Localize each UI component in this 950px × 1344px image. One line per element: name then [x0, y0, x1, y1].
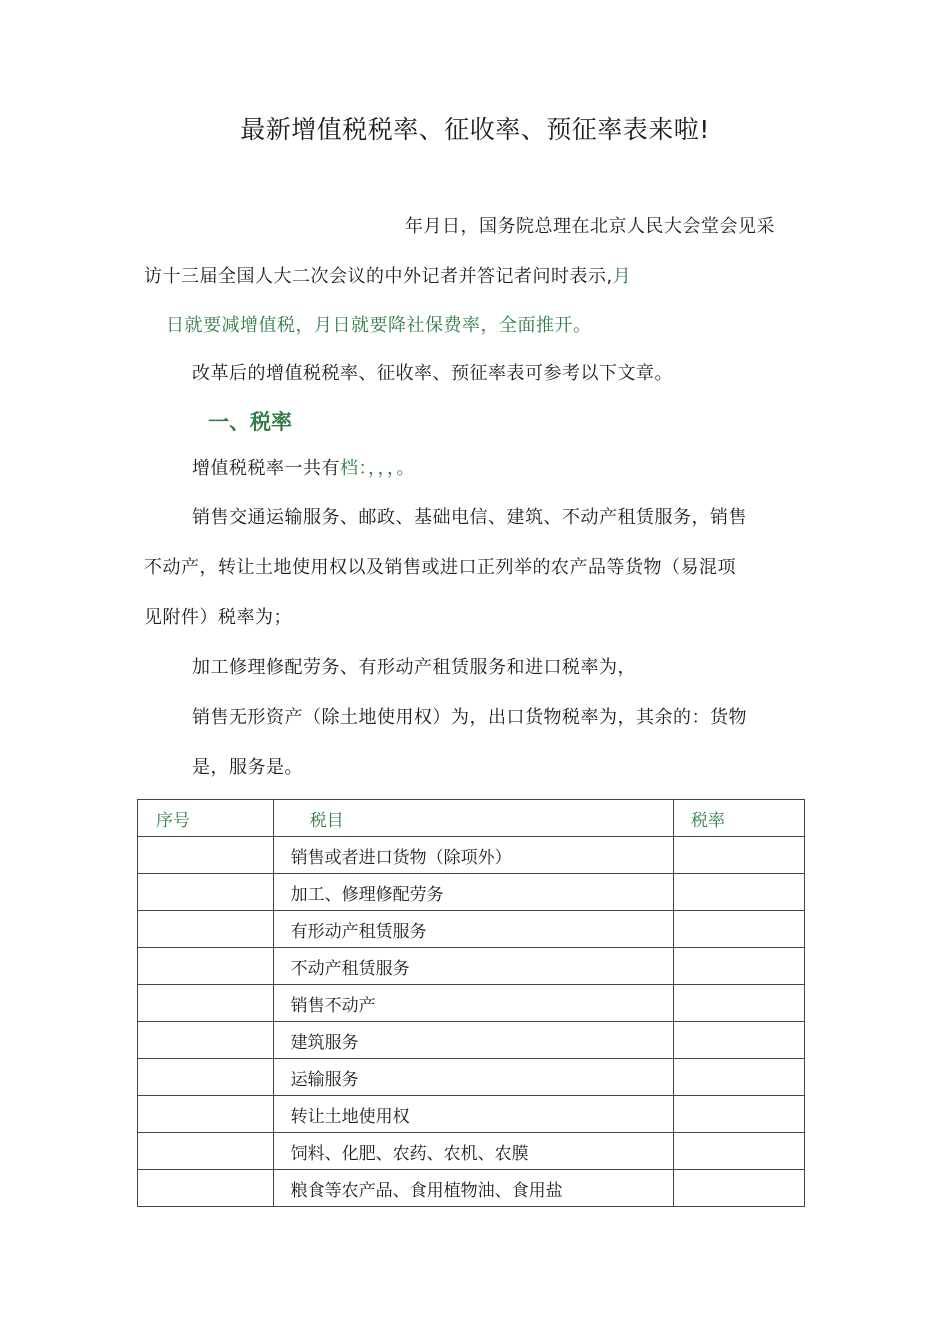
row-index	[138, 1096, 274, 1133]
row-index	[138, 1170, 274, 1207]
paragraph-3-line-1: 销售无形资产（除土地使用权）为，出口货物税率为，其余的：货物	[192, 707, 747, 728]
paragraph-1-line-3: 见附件）税率为；	[144, 607, 292, 628]
rates-count-text: 增值税税率一共有	[192, 458, 340, 479]
table-row	[138, 1133, 805, 1170]
row-item: 销售或者进口货物（除项外）	[273, 837, 673, 874]
row-rate	[673, 948, 804, 985]
header-rate: 税率	[673, 800, 804, 837]
row-item: 销售不动产	[273, 985, 673, 1022]
table-row	[138, 837, 805, 874]
intro-line-2-text: 访十三届全国人大二次会议的中外记者并答记者问时表示,	[144, 266, 613, 287]
paragraph-3-line-2: 是，服务是。	[192, 757, 303, 778]
row-item: 转让土地使用权	[273, 1096, 673, 1133]
intro-line-4: 改革后的增值税税率、征收率、预征率表可参考以下文章。	[192, 363, 673, 384]
row-index	[138, 837, 274, 874]
row-index	[138, 1022, 274, 1059]
paragraph-2-line-1: 加工修理修配劳务、有形动产租赁服务和进口税率为，	[192, 657, 636, 678]
row-index	[138, 911, 274, 948]
row-rate	[673, 1059, 804, 1096]
table-row	[138, 1096, 805, 1133]
rates-count-green: 档：，，，。	[340, 458, 415, 479]
document-title: 最新增值税税率、征收率、预征率表来啦!	[240, 115, 710, 144]
row-rate	[673, 911, 804, 948]
row-item: 建筑服务	[273, 1022, 673, 1059]
intro-line-2-green: 月	[612, 266, 632, 287]
header-index: 序号	[138, 800, 274, 837]
table-row	[138, 1022, 805, 1059]
row-rate	[673, 1096, 804, 1133]
row-rate	[673, 1170, 804, 1207]
intro-line-1: 年月日，国务院总理在北京人民大会堂会见采	[405, 216, 775, 237]
tax-rate-table	[137, 799, 805, 1207]
row-item: 运输服务	[273, 1059, 673, 1096]
row-index	[138, 985, 274, 1022]
table-row	[138, 985, 805, 1022]
paragraph-1-line-2: 不动产，转让土地使用权以及销售或进口正列举的农产品等货物（易混项	[144, 557, 736, 578]
row-item: 有形动产租赁服务	[273, 911, 673, 948]
row-item: 粮食等农产品、食用植物油、食用盐	[273, 1170, 673, 1207]
rates-count-line	[192, 454, 415, 480]
row-item: 加工、修理修配劳务	[273, 874, 673, 911]
table-header-row	[138, 800, 805, 837]
intro-line-2	[144, 262, 631, 288]
row-rate	[673, 874, 804, 911]
row-index	[138, 1133, 274, 1170]
row-rate	[673, 985, 804, 1022]
header-item: 税目	[273, 800, 673, 837]
table-row	[138, 911, 805, 948]
table-row	[138, 874, 805, 911]
row-rate	[673, 1133, 804, 1170]
row-rate	[673, 1022, 804, 1059]
paragraph-1-line-1: 销售交通运输服务、邮政、基础电信、建筑、不动产租赁服务，销售	[192, 507, 747, 528]
intro-line-3: 日就要减增值税，月日就要降社保费率，全面推开。	[166, 315, 592, 336]
table-row	[138, 1170, 805, 1207]
row-index	[138, 948, 274, 985]
row-item: 不动产租赁服务	[273, 948, 673, 985]
row-item: 饲料、化肥、农药、农机、农膜	[273, 1133, 673, 1170]
row-rate	[673, 837, 804, 874]
table-row	[138, 948, 805, 985]
row-index	[138, 874, 274, 911]
row-index	[138, 1059, 274, 1096]
section-heading-rates: 一、税率	[208, 410, 292, 434]
table-row	[138, 1059, 805, 1096]
